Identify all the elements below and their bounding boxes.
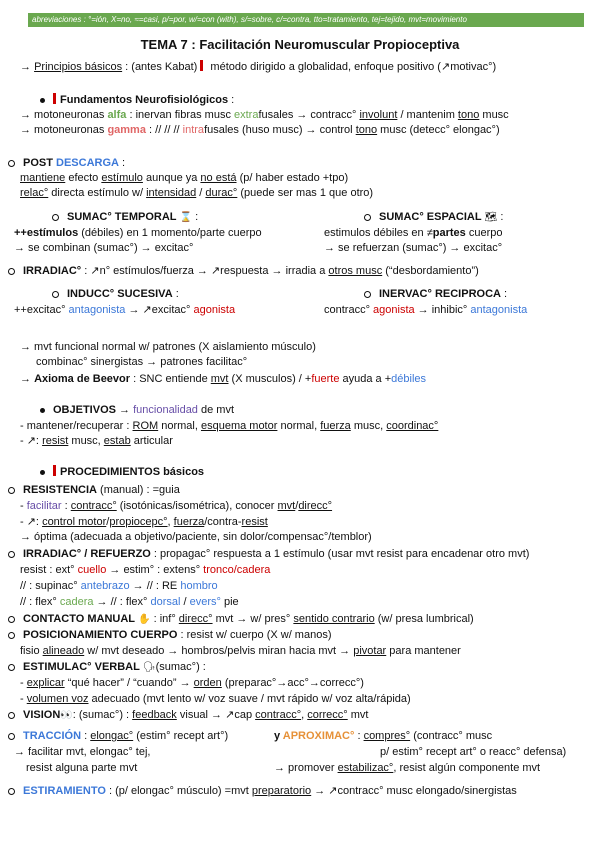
traccion-heading: TRACCIÓN : elongac° (estim° recept art°) bbox=[8, 729, 228, 743]
page-title: TEMA 7 : Facilitación Neuromuscular Propioceptiva bbox=[140, 37, 460, 52]
irradiacion-ejemplo-3: // : flex° cadera → // : flex° dorsal / evers° pie bbox=[20, 596, 239, 608]
red-marker-icon bbox=[53, 465, 56, 476]
red-marker-icon bbox=[200, 60, 203, 71]
estimulacion-verbal-line-2: - volumen voz adecuado (mvt lento w/ voz suave / mvt rápido w/ voz alta/rápida) bbox=[20, 693, 411, 705]
circle-bullet-icon bbox=[8, 788, 15, 795]
combinacion-sinergistas-line: combinac° sinergistas → patrones facilitac° bbox=[36, 356, 248, 368]
vision-line: VISION👀: (sumac°) : feedback visual → ↗cap contracc°, correcc° mvt bbox=[8, 708, 368, 723]
irradiacion-ejemplo-1: resist : ext° cuello → estim° : extens° tronco/cadera bbox=[20, 564, 271, 576]
principios-line: → Principios básicos : (antes Kabat) método dirigido a globalidad, enfoque positivo (↗motivac°) bbox=[20, 61, 497, 73]
sumacion-espacial-line-1: estimulos débiles en ≠partes cuerpo bbox=[324, 227, 503, 239]
contacto-manual-line: CONTACTO MANUAL ✋ : inf° direcc° mvt → w/ pres° sentido contrario (w/ presa lumbrical) bbox=[8, 612, 474, 627]
inervacion-line: contracc° agonista → inhibic° antagonista bbox=[324, 304, 528, 316]
posicionamiento-line-2: fisio alineado w/ mvt deseado → hombros/pelvis miran hacia mvt → pivotar para mantener bbox=[20, 645, 461, 657]
red-marker-icon bbox=[53, 93, 56, 104]
circle-bullet-icon bbox=[8, 160, 15, 167]
circle-bullet-icon bbox=[8, 664, 15, 671]
traccion-line-1: → facilitar mvt, elongac° tej, bbox=[14, 746, 151, 758]
objetivos-line-2: - ↗: resist musc, estab articular bbox=[20, 435, 173, 447]
hand-icon: ✋ bbox=[138, 614, 151, 625]
sumacion-temporal-heading: SUMAC° TEMPORAL ⌛ : bbox=[52, 210, 198, 225]
posicionamiento-line: POSICIONAMIENTO CUERPO : resist w/ cuerpo (X w/ manos) bbox=[8, 628, 331, 642]
hourglass-icon: ⌛ bbox=[179, 212, 193, 223]
sumacion-espacial-heading: SUMAC° ESPACIAL 🗺 : bbox=[364, 210, 503, 225]
resistencia-line-1: - facilitar : contracc° (isotónicas/isométrica), conocer mvt/direcc° bbox=[20, 500, 333, 512]
objetivos-heading: OBJETIVOS → funcionalidad de mvt bbox=[40, 403, 234, 417]
bullet-icon bbox=[40, 470, 45, 475]
aproximacion-line-1: p/ estim° recept art° o reacc° defensa) bbox=[380, 746, 567, 758]
irradiacion-ejemplo-2: // : supinac° antebrazo → // : RE hombro bbox=[20, 580, 218, 592]
circle-bullet-icon bbox=[364, 214, 371, 221]
circle-bullet-icon bbox=[8, 551, 15, 558]
motoneuronas-alfa: → motoneuronas alfa : inervan fibras musc extrafusales → contracc° involunt / mantenim tono musc bbox=[20, 109, 509, 121]
sumacion-temporal-line-1: ++estímulos (débiles) en 1 momento/parte cuerpo bbox=[14, 227, 262, 239]
irradiacion-line: IRRADIAC° : ↗n° estímulos/fuerza → ↗respuesta → irradia a otros musc (“desbordamiento”) bbox=[8, 264, 479, 278]
sumacion-temporal-line-2: → se combinan (sumac°) → excitac° bbox=[14, 242, 194, 254]
traccion-line-2: resist alguna parte mvt bbox=[26, 762, 138, 774]
estimulacion-verbal-heading: ESTIMULAC° VERBAL 🗣(sumac°) : bbox=[8, 660, 206, 675]
inervacion-reciproca-heading: INERVAC° RECIPROCA : bbox=[364, 287, 507, 301]
induccion-sucesiva-heading: INDUCC° SUCESIVA : bbox=[52, 287, 179, 301]
induccion-line: ++excitac° antagonista → ↗excitac° agonista bbox=[14, 304, 236, 316]
estimulacion-verbal-line-1: - explicar “qué hacer” / “cuando” → orden (preparac°→acc°→correcc°) bbox=[20, 677, 364, 689]
resistencia-line-3: → óptima (adecuada a objetivo/paciente, sin dolor/compensac°/temblor) bbox=[20, 531, 372, 543]
abbreviations-banner: abreviaciones : °=ión, X=no, ≈=casi, p/=por, w/=con (with), s/=sobre, c/=contra, tto=tratamiento, tej=tejido, mvt=movimiento bbox=[28, 13, 584, 27]
circle-bullet-icon bbox=[8, 733, 15, 740]
circle-bullet-icon bbox=[8, 616, 15, 623]
circle-bullet-icon bbox=[52, 214, 59, 221]
objetivos-line-1: - mantener/recuperar : ROM normal, esquema motor normal, fuerza musc, coordinac° bbox=[20, 420, 439, 432]
axioma-beevor-line: → Axioma de Beevor : SNC entiende mvt (X musculos) / +fuerte ayuda a +débiles bbox=[20, 373, 427, 385]
procedimientos-heading: PROCEDIMIENTOS básicos bbox=[40, 465, 204, 479]
irradiacion-refuerzo-heading: IRRADIAC° / REFUERZO : propagac° respuesta a 1 estímulo (usar mvt resist para encadenar otro mvt) bbox=[8, 547, 529, 561]
fundamentos-heading: Fundamentos Neurofisiológicos : bbox=[40, 93, 234, 107]
mvt-funcional-line: → mvt funcional normal w/ patrones (X aislamiento músculo) bbox=[20, 341, 316, 353]
sumacion-espacial-line-2: → se refuerzan (sumac°) → excitac° bbox=[324, 242, 503, 254]
post-descarga-line-1: mantiene efecto estímulo aunque ya no está (p/ haber estado +tpo) bbox=[20, 172, 349, 184]
resistencia-heading: RESISTENCIA (manual) : =guia bbox=[8, 483, 180, 497]
motoneuronas-gamma: → motoneuronas gamma : // // // intrafusales (huso musc) → control tono musc (detecc° elongac°) bbox=[20, 124, 500, 136]
aproximacion-heading: y APROXIMAC° : compres° (contracc° musc bbox=[274, 730, 493, 742]
bullet-icon bbox=[40, 98, 45, 103]
circle-bullet-icon bbox=[52, 291, 59, 298]
estiramiento-line: ESTIRAMIENTO : (p/ elongac° músculo) =mvt preparatorio → ↗contracc° musc elongado/sinergistas bbox=[8, 784, 517, 798]
circle-bullet-icon bbox=[8, 632, 15, 639]
resistencia-line-2: - ↗: control motor/propiocepc°, fuerza/contra-resist bbox=[20, 516, 268, 528]
bullet-icon bbox=[40, 408, 45, 413]
post-descarga-line-2: relac° directa estímulo w/ intensidad / durac° (puede ser mas 1 que otro) bbox=[20, 187, 374, 199]
speaking-head-icon: 🗣 bbox=[142, 662, 156, 673]
aproximacion-line-2: → promover estabilizac°, resist algún componente mvt bbox=[274, 762, 541, 774]
circle-bullet-icon bbox=[8, 487, 15, 494]
circle-bullet-icon bbox=[8, 268, 15, 275]
post-descarga-heading: POST DESCARGA : bbox=[8, 156, 125, 170]
map-icon: 🗺 bbox=[484, 212, 498, 223]
circle-bullet-icon bbox=[364, 291, 371, 298]
eyes-icon: 👀 bbox=[60, 710, 73, 721]
circle-bullet-icon bbox=[8, 712, 15, 719]
